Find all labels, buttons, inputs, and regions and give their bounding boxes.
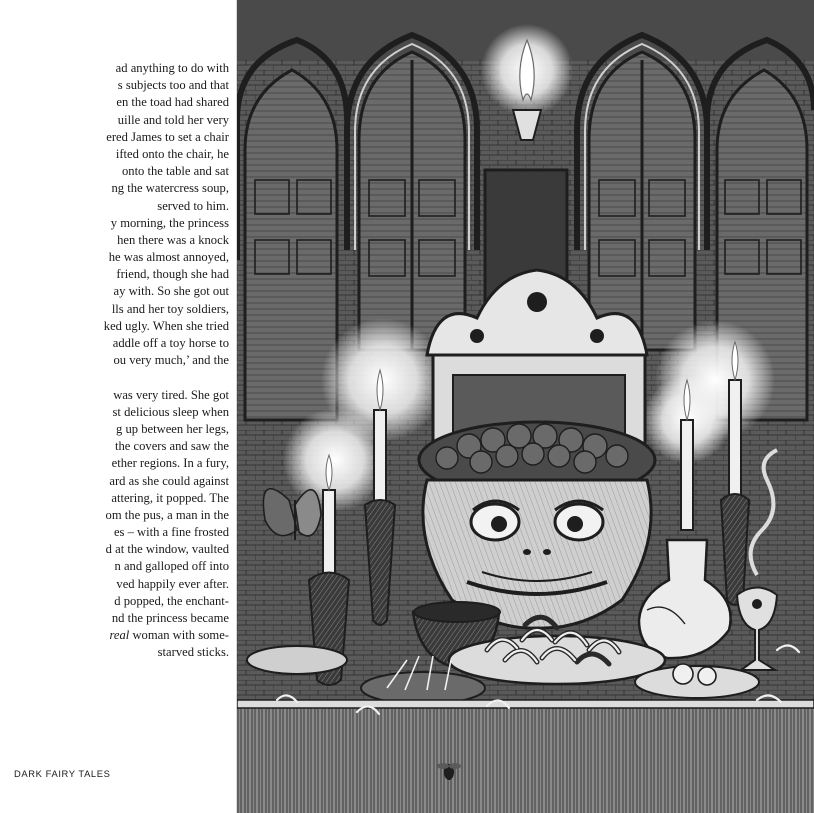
- text-line: uille and told her very: [117, 112, 229, 127]
- text-line: s subjects too and that: [117, 78, 229, 93]
- text-line: served to him.: [157, 198, 229, 213]
- italic-text: real: [109, 628, 130, 643]
- text-line: [0, 627, 229, 644]
- table-cloth: [237, 705, 814, 813]
- text-line: ved happily ever after.: [116, 576, 229, 591]
- text-line: st delicious sleep when: [112, 404, 229, 419]
- small-plate-left: [247, 646, 347, 674]
- text-line: ay with. So she got out: [113, 284, 229, 299]
- text-line: attering, it popped. The: [111, 490, 229, 505]
- text-line: he was almost annoyed,: [108, 250, 229, 265]
- text-line: d at the window, vaulted: [105, 542, 229, 557]
- left-text-page: [0, 0, 237, 813]
- text-line: en the toad had shared: [116, 95, 229, 110]
- text-line: was very tired. She got: [113, 387, 229, 402]
- toad: [419, 422, 655, 628]
- toad-feast-illustration: [237, 0, 814, 813]
- text-segment: woman with some-: [129, 628, 229, 643]
- text-line: ard as she could against: [109, 473, 229, 488]
- text-line: ked ugly. When she tried: [103, 318, 229, 333]
- text-line: ered James to set a chair: [106, 129, 229, 144]
- text-line: g up between her legs,: [116, 421, 229, 436]
- text-line: hen there was a knock: [117, 232, 229, 247]
- text-line: the covers and saw the: [114, 439, 229, 454]
- text-line: d popped, the enchant-: [114, 593, 229, 608]
- text-line: ifted onto the chair, he: [115, 146, 229, 161]
- text-line: lls and her toy soldiers,: [111, 301, 229, 316]
- text-line: nd the princess became: [111, 611, 229, 625]
- text-line: onto the table and sat: [121, 164, 229, 179]
- text-line: ad anything to do with: [115, 61, 229, 75]
- text-line: n and galloped off into: [114, 559, 229, 574]
- illustration-page: [237, 0, 814, 813]
- text-line: ou very much,’ and the: [113, 353, 229, 368]
- text-line: addle off a toy horse to: [112, 336, 229, 350]
- text-line: starved sticks.: [157, 645, 229, 660]
- text-line: es – with a fine frosted: [113, 525, 229, 540]
- body-text: [0, 60, 229, 662]
- text-line: ether regions. In a fury,: [111, 456, 229, 471]
- running-footer: DARK FAIRY TALES: [14, 768, 111, 779]
- text-line: [0, 369, 229, 386]
- text-line: friend, though she had: [116, 267, 229, 282]
- text-line: y morning, the princess: [110, 215, 229, 230]
- text-line: ng the watercress soup,: [111, 181, 229, 196]
- text-line: om the pus, a man in the: [105, 507, 229, 522]
